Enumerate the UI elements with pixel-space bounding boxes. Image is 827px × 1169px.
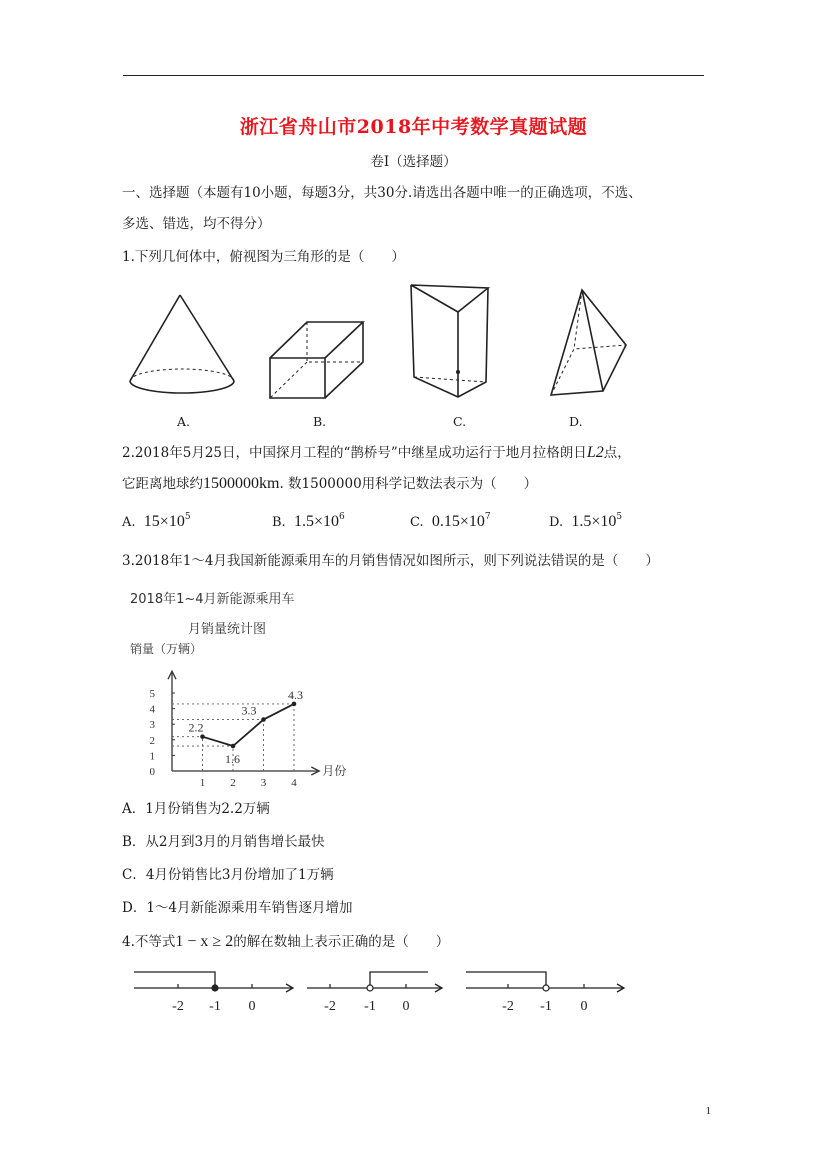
section-intro-line1: 一、选择题（本题有10小题，每题3分，共30分.请选出各题中唯一的正确选项，不选、 bbox=[122, 185, 642, 201]
q3-stem: 3.2018年1～4月我国新能源乘用车的月销售情况如图所示，则下列说法错误的是（ ） bbox=[122, 553, 659, 569]
number-line-label: -1 bbox=[364, 999, 376, 1014]
x-tick-label: 4 bbox=[291, 777, 297, 789]
q3-option-d: D．1～4月新能源乘用车销售逐月增加 bbox=[122, 900, 353, 916]
number-line-label: 0 bbox=[402, 999, 410, 1014]
q4-stem-end: 的解在数轴上表示正确的是（ ） bbox=[233, 934, 450, 950]
volume-title: 卷Ⅰ（选择题） bbox=[370, 154, 457, 170]
number-line-label: 0 bbox=[580, 999, 588, 1014]
q2-stem-end1: 点， bbox=[603, 445, 631, 461]
option-value: 0.15×10 bbox=[431, 513, 485, 530]
page-title: 浙江省舟山市2018年中考数学真题试题 bbox=[239, 116, 588, 138]
q1-stem: 1.下列几何体中，俯视图为三角形的是（ ） bbox=[122, 249, 405, 265]
q4-inequality: 1 − x ≥ 2 bbox=[175, 933, 234, 950]
x-tick-label: 1 bbox=[199, 777, 206, 789]
option-label: B. bbox=[272, 515, 286, 530]
number-line-label: -2 bbox=[172, 999, 184, 1014]
option-label: D. bbox=[549, 515, 564, 530]
option-exponent: 5 bbox=[616, 512, 623, 522]
option-exponent: 7 bbox=[484, 512, 491, 522]
option-exponent: 6 bbox=[338, 512, 345, 522]
chart-xlabel: 月份 bbox=[322, 764, 347, 778]
q3-option-c: C．4月份销售比3月份增加了1万辆 bbox=[122, 867, 334, 883]
number-line-label: -2 bbox=[324, 999, 336, 1014]
q1-label-c: C. bbox=[453, 414, 467, 429]
chart-title: 2018年1~4月新能源乘用车 bbox=[130, 592, 295, 607]
solution-bracket bbox=[370, 972, 428, 988]
q1-label-d: D. bbox=[569, 414, 583, 429]
y-tick-label: 2 bbox=[149, 734, 155, 747]
option-label: C. bbox=[410, 515, 424, 530]
y-tick-label: 3 bbox=[149, 719, 155, 732]
number-line-label: -1 bbox=[209, 999, 221, 1014]
q2-stem-text2: 它距离地球约 bbox=[122, 476, 203, 492]
number-line-label: -1 bbox=[540, 999, 552, 1014]
x-tick-label: 2 bbox=[230, 777, 236, 789]
option-value: 1.5×10 bbox=[571, 513, 617, 530]
q2-distance: 1500000km bbox=[203, 475, 280, 492]
q1-label-b: B. bbox=[313, 414, 327, 429]
y-tick-label: 0 bbox=[149, 766, 155, 778]
y-tick-label: 4 bbox=[149, 703, 155, 716]
chart-ylabel: 销量（万辆） bbox=[130, 642, 203, 656]
q1-label-a: A. bbox=[177, 414, 191, 429]
q2-stem-text1: 2.2018年5月25日，中国探月工程的“鹊桥号”中继星成功运行于地月拉格朗日 bbox=[122, 445, 587, 461]
option-exponent: 5 bbox=[184, 512, 191, 522]
x-tick-label: 3 bbox=[260, 777, 267, 789]
q2-l2: L2 bbox=[586, 444, 604, 461]
open-point bbox=[543, 985, 549, 991]
page-number: 1 bbox=[705, 1105, 711, 1117]
data-label: 1.6 bbox=[225, 752, 240, 767]
q4-stem-start: 4.不等式 bbox=[122, 934, 176, 950]
closed-point bbox=[212, 985, 218, 991]
number-line-label: -2 bbox=[502, 999, 514, 1014]
data-label: 4.3 bbox=[288, 687, 303, 702]
solution-bracket bbox=[134, 972, 215, 988]
y-tick-label: 1 bbox=[149, 750, 155, 763]
q3-option-a: A．1月份销售为2.2万辆 bbox=[122, 801, 270, 817]
option-value: 1.5×10 bbox=[293, 513, 339, 530]
number-line-label: 0 bbox=[248, 999, 256, 1014]
section-intro-line2: 多选、错选，均不得分） bbox=[122, 216, 271, 232]
y-tick-label: 5 bbox=[149, 688, 155, 700]
q2-stem-end2: . 数1500000用科学记数法表示为（ ） bbox=[279, 476, 538, 492]
solution-bracket bbox=[466, 972, 546, 988]
open-point bbox=[367, 985, 373, 991]
option-value: 15×10 bbox=[143, 513, 185, 530]
option-label: A. bbox=[122, 515, 136, 530]
chart-subtitle: 月销量统计图 bbox=[188, 622, 267, 637]
data-label: 3.3 bbox=[241, 703, 257, 718]
q3-option-b: B．从2月到3月的月销售增长最快 bbox=[122, 834, 325, 850]
data-label: 2.2 bbox=[188, 720, 204, 735]
